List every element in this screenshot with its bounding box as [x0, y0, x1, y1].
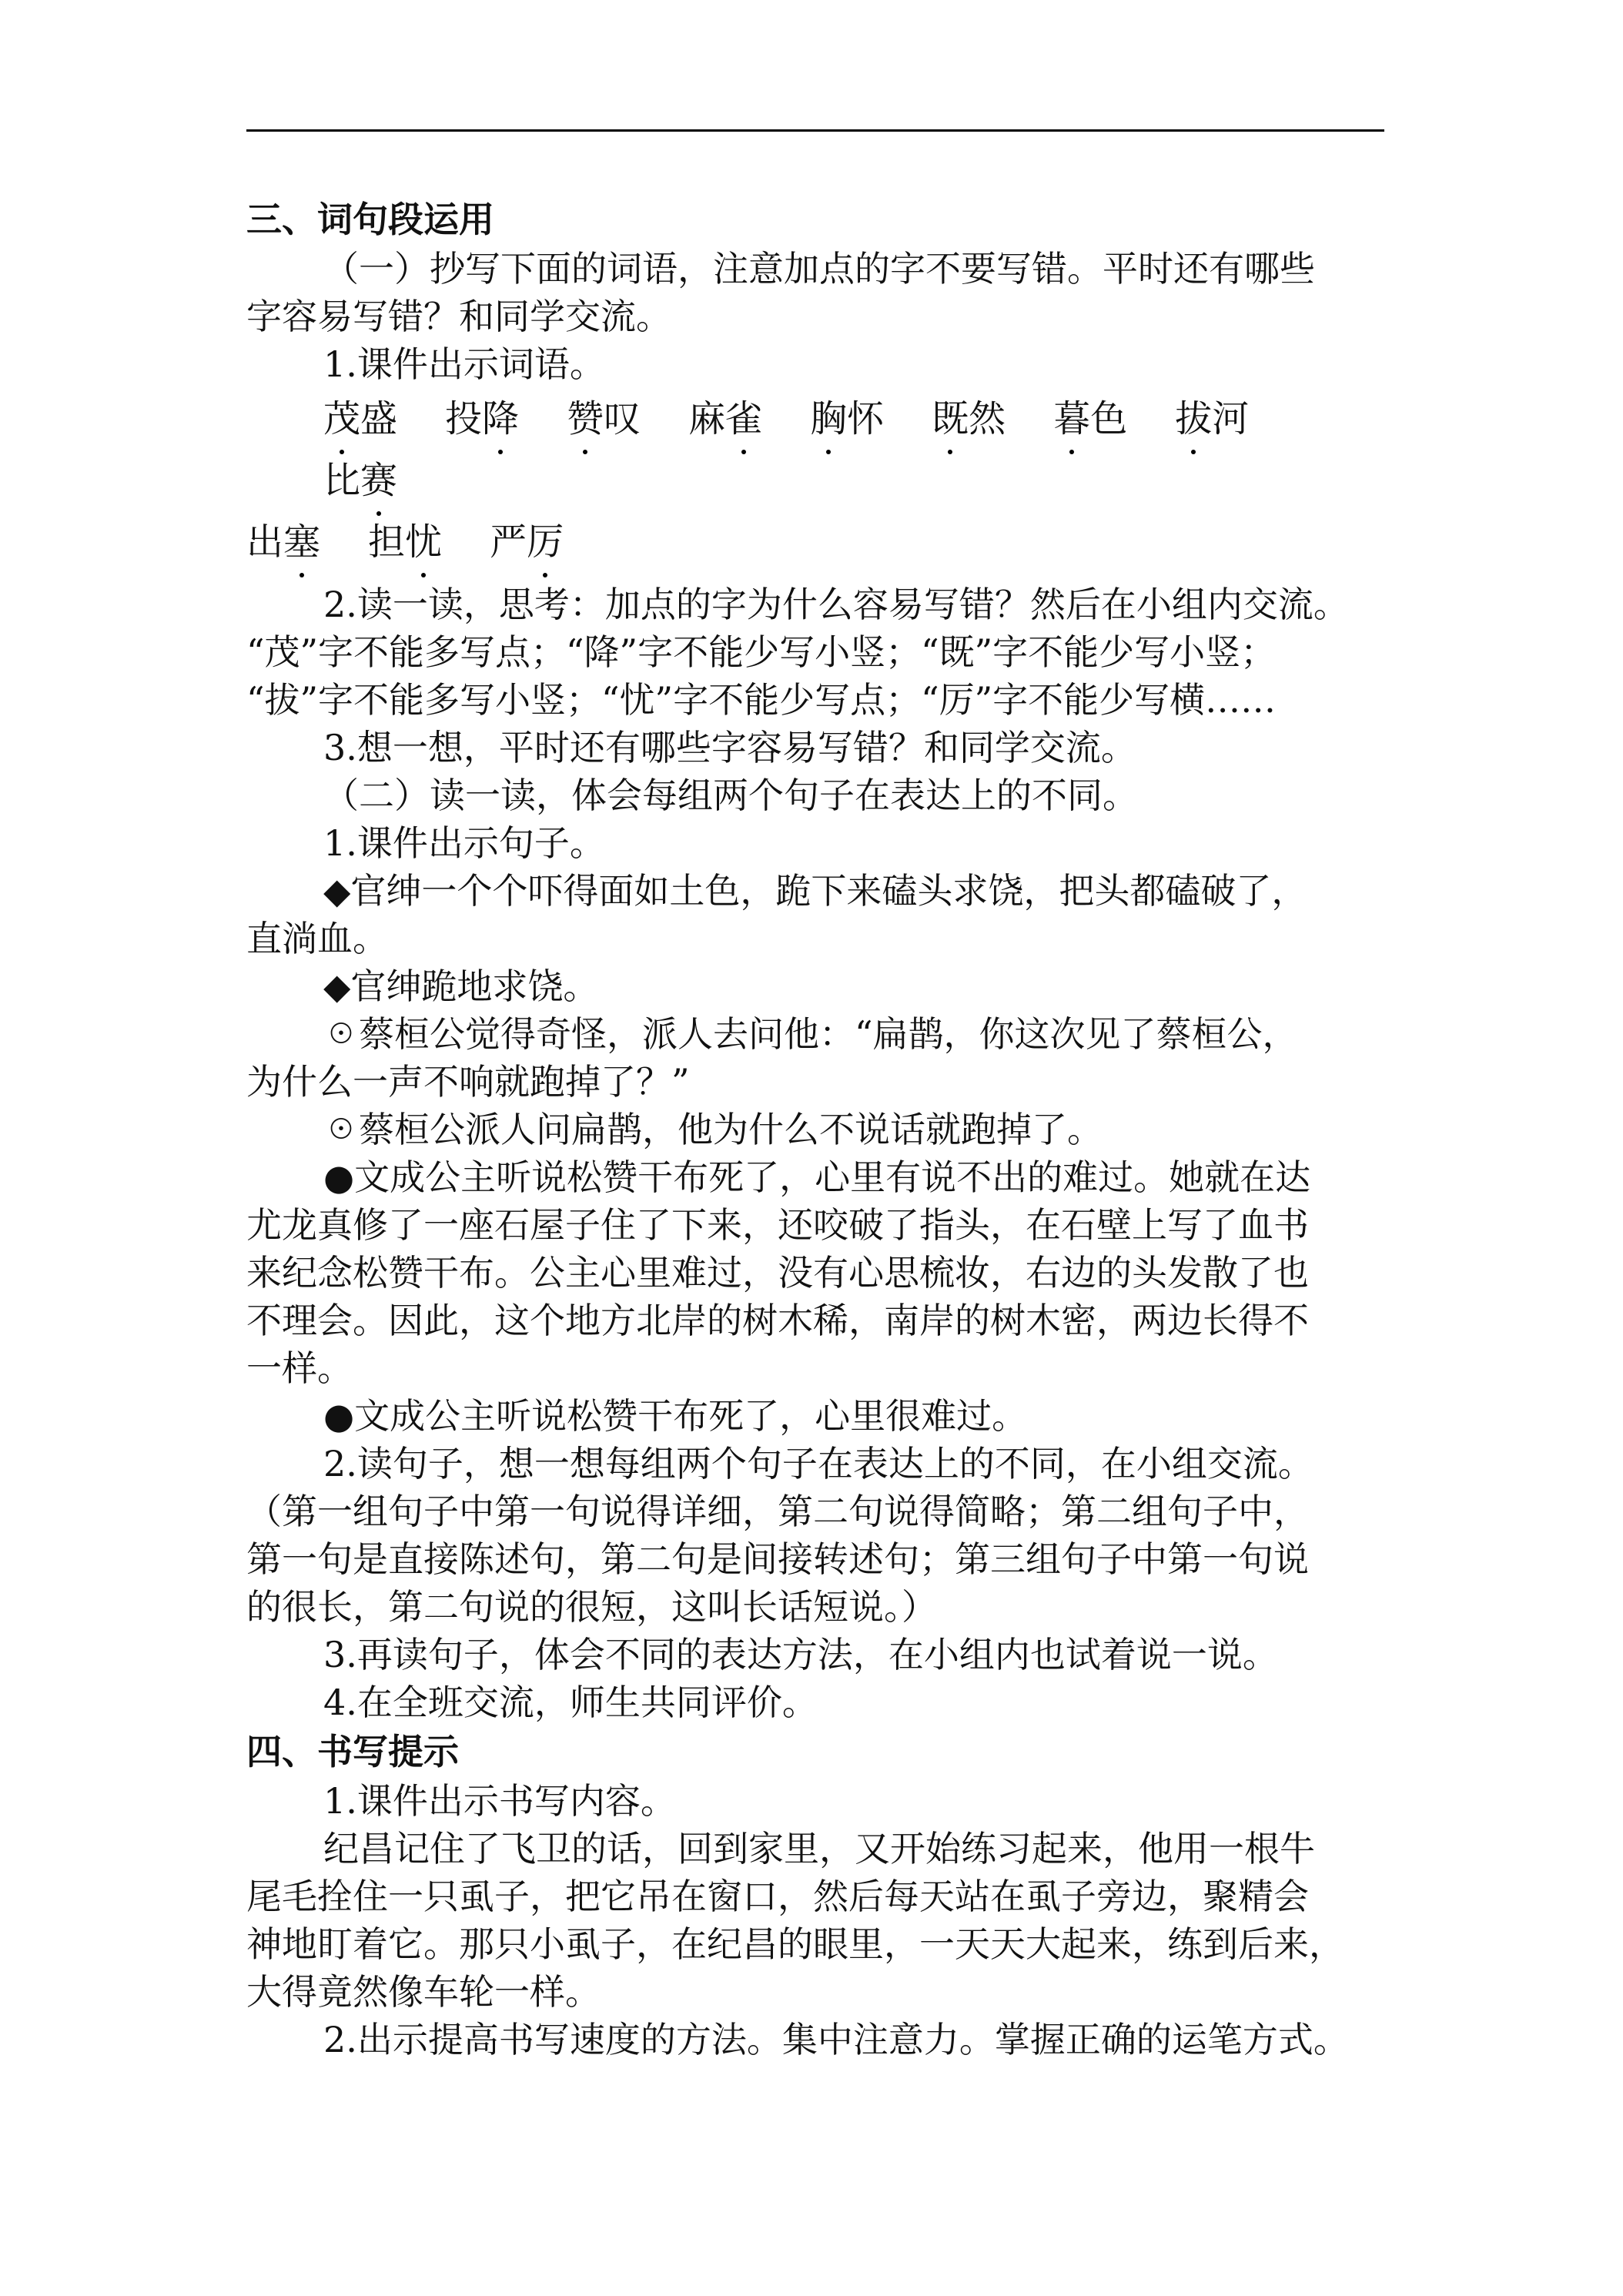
word-item: [246, 511, 320, 573]
paragraph: 字容易写错？和同学交流。: [246, 296, 671, 337]
step-item: 1.课件出示句子。: [323, 822, 605, 864]
dotted-char: 雀: [725, 388, 762, 450]
word-item: [490, 511, 564, 573]
word-plain-char: 投: [445, 397, 483, 440]
step-item: 2.读句子，想一想每组两个句子在表达上的不同，在小组交流。: [323, 1443, 1313, 1484]
word-plain-char: 然: [969, 397, 1006, 440]
section-heading-3: 三、词句段运用: [246, 199, 494, 240]
paragraph: （第一组句子中第一句说得详细，第二句说得简略；第二组句子中，: [246, 1491, 1309, 1532]
paragraph: 的很长，第二句说的很短，这叫长话短说。）: [246, 1586, 937, 1628]
word-plain-char: 比: [323, 459, 361, 502]
paragraph: 大得竟然像车轮一样。: [246, 1971, 601, 2013]
paragraph: （一）抄写下面的词语，注意加点的字不要写错。平时还有哪些: [323, 248, 1315, 290]
example-sentence: ●文成公主听说松赞干布死了，心里很难过。: [323, 1395, 1028, 1437]
word-item: [445, 388, 519, 450]
word-list-row-2: [246, 511, 1384, 573]
example-sentence: ☉蔡桓公觉得奇怪，派人去问他：“扁鹊，你这次见了蔡桓公，: [323, 1013, 1298, 1055]
word-item: [323, 388, 397, 450]
paragraph: 第一句是直接陈述句，第二句是间接转述句；第三组句子中第一句说: [246, 1538, 1309, 1580]
word-item: [368, 511, 442, 573]
word-item: [688, 388, 762, 450]
dotted-char: 胸: [810, 388, 847, 450]
dotted-char: 降: [482, 388, 519, 450]
word-item: [567, 388, 641, 450]
paragraph: （二）读一读，体会每组两个句子在表达上的不同。: [323, 775, 1138, 816]
paragraph: 纪昌记住了飞卫的话，回到家里，又开始练习起来，他用一根牛: [323, 1828, 1315, 1869]
word-plain-char: 叹: [604, 397, 641, 440]
example-sentence: 尤龙真修了一座石屋子住了下来，还咬破了指头，在石壁上写了血书: [246, 1204, 1309, 1246]
word-item: [323, 450, 397, 511]
example-sentence: 一样。: [246, 1347, 353, 1389]
example-sentence: ☉蔡桓公派人问扁鹊，他为什么不说话就跑掉了。: [323, 1109, 1103, 1150]
word-list-row-1: [246, 388, 1384, 511]
word-plain-char: 怀: [847, 397, 885, 440]
word-plain-char: 严: [490, 520, 527, 564]
step-item: 3.想一想，平时还有哪些字容易写错？和同学交流。: [323, 727, 1136, 768]
word-plain-char: 出: [246, 520, 284, 564]
example-sentence: 不理会。因此，这个地方北岸的树木稀，南岸的树木密，两边长得不: [246, 1300, 1309, 1341]
step-item: 1.课件出示词语。: [323, 343, 605, 385]
word-item: [1175, 388, 1249, 450]
word-plain-char: 麻: [688, 397, 726, 440]
word-plain-char: 色: [1090, 397, 1128, 440]
word-item: [932, 388, 1006, 450]
document-page: [246, 194, 1384, 2063]
paragraph: 神地盯着它。那只小虱子，在纪昌的眼里，一天天大起来，练到后来，: [246, 1923, 1344, 1965]
dotted-char: 赛: [360, 450, 397, 511]
paragraph: “拔”字不能多写小竖；“忧”字不能少写点；“厉”字不能少写横……: [246, 679, 1277, 721]
dotted-char: 拔: [1175, 388, 1212, 450]
example-sentence: 来纪念松赞干布。公主心里难过，没有心思梳妆，右边的头发散了也: [246, 1252, 1309, 1294]
dotted-char: 忧: [405, 511, 442, 573]
word-item: [810, 388, 884, 450]
section-heading-4: 四、书写提示: [246, 1731, 459, 1772]
step-item: 3.再读句子，体会不同的表达方法，在小组内也试着说一说。: [323, 1634, 1278, 1675]
example-sentence: ◆官绅一个个吓得面如土色，跪下来磕头求饶，把头都磕破了，: [323, 870, 1307, 912]
paragraph: 2.读一读，思考：加点的字为什么容易写错？然后在小组内交流。: [323, 584, 1349, 625]
example-sentence: ◆官绅跪地求饶。: [323, 966, 599, 1007]
word-item: [1053, 388, 1127, 450]
step-item: 1.课件出示书写内容。: [323, 1780, 676, 1822]
word-plain-char: 河: [1212, 397, 1250, 440]
header-rule: [246, 129, 1384, 132]
word-plain-char: 担: [368, 520, 406, 564]
example-sentence: 直淌血。: [246, 918, 388, 959]
word-plain-char: 盛: [360, 397, 398, 440]
dotted-char: 暮: [1053, 388, 1090, 450]
dotted-char: 赞: [567, 388, 604, 450]
paragraph: 尾毛拴住一只虱子，把它吊在窗口，然后每天站在虱子旁边，聚精会: [246, 1876, 1309, 1917]
example-sentence: ●文成公主听说松赞干布死了，心里有说不出的难过。她就在达: [323, 1156, 1311, 1198]
step-item: 2.出示提高书写速度的方法。集中注意力。掌握正确的运笔方式。: [323, 2019, 1349, 2060]
dotted-char: 茂: [323, 388, 360, 450]
dotted-char: 既: [932, 388, 969, 450]
dotted-char: 塞: [283, 511, 320, 573]
dotted-char: 厉: [527, 511, 564, 573]
paragraph: “茂”字不能多写点；“降”字不能少写小竖；“既”字不能少写小竖；: [246, 631, 1277, 673]
example-sentence: 为什么一声不响就跑掉了？”: [246, 1061, 690, 1103]
step-item: 4.在全班交流，师生共同评价。: [323, 1682, 818, 1723]
